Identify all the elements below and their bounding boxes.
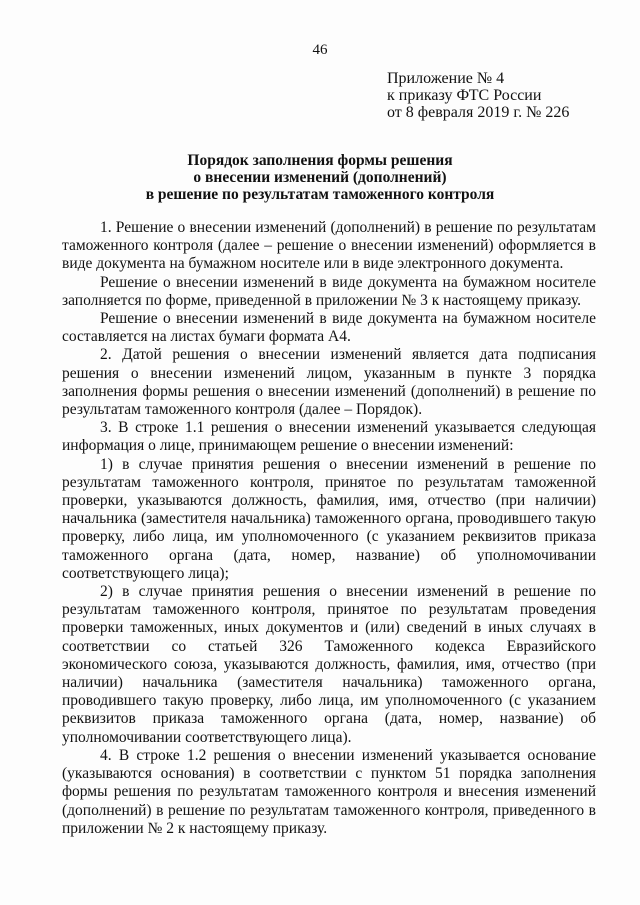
appendix-block: [387, 70, 569, 121]
paragraph-2: 2. Датой решения о внесении изменений является дата подписания решения о внесении изменений лицом, указанным в пункте 3 порядка заполнения формы решения о внесении изменений (дополнений) в решение по результатам таможенного контроля (далее – Порядок).: [62, 346, 596, 419]
appendix-line-3: от 8 февраля 2019 г. № 226: [387, 104, 570, 121]
appendix-line-2: к приказу ФТС России: [387, 87, 542, 104]
appendix-line-1: Приложение № 4: [387, 70, 505, 87]
page-number: 46: [312, 42, 328, 58]
paragraph-3: 3. В строке 1.1 решения о внесении изменений указывается следующая информация о лице, принимающем решение о внесении изменений:: [62, 419, 596, 455]
document-body: [62, 219, 596, 838]
title-line-3: в решение по результатам таможенного контроля: [145, 186, 495, 203]
document-title: [0, 152, 640, 203]
paragraph-1: 1. Решение о внесении изменений (дополнений) в решение по результатам таможенного контроля (далее – решение о внесении изменений) оформляется в виде документа на бумажном носителе или в виде электронного документа.: [62, 219, 596, 273]
paragraph-1-note-a: Решение о внесении изменений в виде документа на бумажном носителе заполняется по форме, приведенной в приложении № 3 к настоящему приказу.: [62, 273, 596, 309]
paragraph-1-note-b: Решение о внесении изменений в виде документа на бумажном носителе составляется на листах бумаги формата А4.: [62, 310, 596, 346]
paragraph-3-item-1: 1) в случае принятия решения о внесении изменений в решение по результатам таможенного контроля, принятое по результатам таможенной проверки, указываются должность, фамилия, имя, отчество (при наличии) начальника (заместителя начальника) таможенного органа, проводившего такую проверку, либо лица, им уполномоченного (с указанием реквизитов приказа таможенного органа (дата, номер, название) об уполномочивании соответствующего лица);: [62, 455, 596, 582]
paragraph-4: 4. В строке 1.2 решения о внесении изменений указывается основание (указываются основания) в соответствии с пунктом 51 порядка заполнения формы решения по результатам таможенного контроля и внесения изменений (дополнений) в решение по результатам таможенного контроля, приведенного в приложении № 2 к настоящему приказу.: [62, 746, 596, 837]
paragraph-3-item-2: 2) в случае принятия решения о внесении изменений в решение по результатам таможенного контроля, принятое по результатам проведения проверки таможенных, иных документов и (или) сведений в иных случаях в соответствии со статьей 326 Таможенного кодекса Евразийского экономического союза, указываются должность, фамилия, имя, отчество (при наличии) начальника (заместителя начальника) таможенного органа, проводившего такую проверку, либо лица, им уполномоченного (с указанием реквизитов приказа таможенного органа (дата, номер, название) об уполномочивании соответствующего лица).: [62, 583, 596, 746]
title-line-2: о внесении изменений (дополнений): [193, 169, 447, 186]
title-line-1: Порядок заполнения формы решения: [187, 152, 453, 169]
